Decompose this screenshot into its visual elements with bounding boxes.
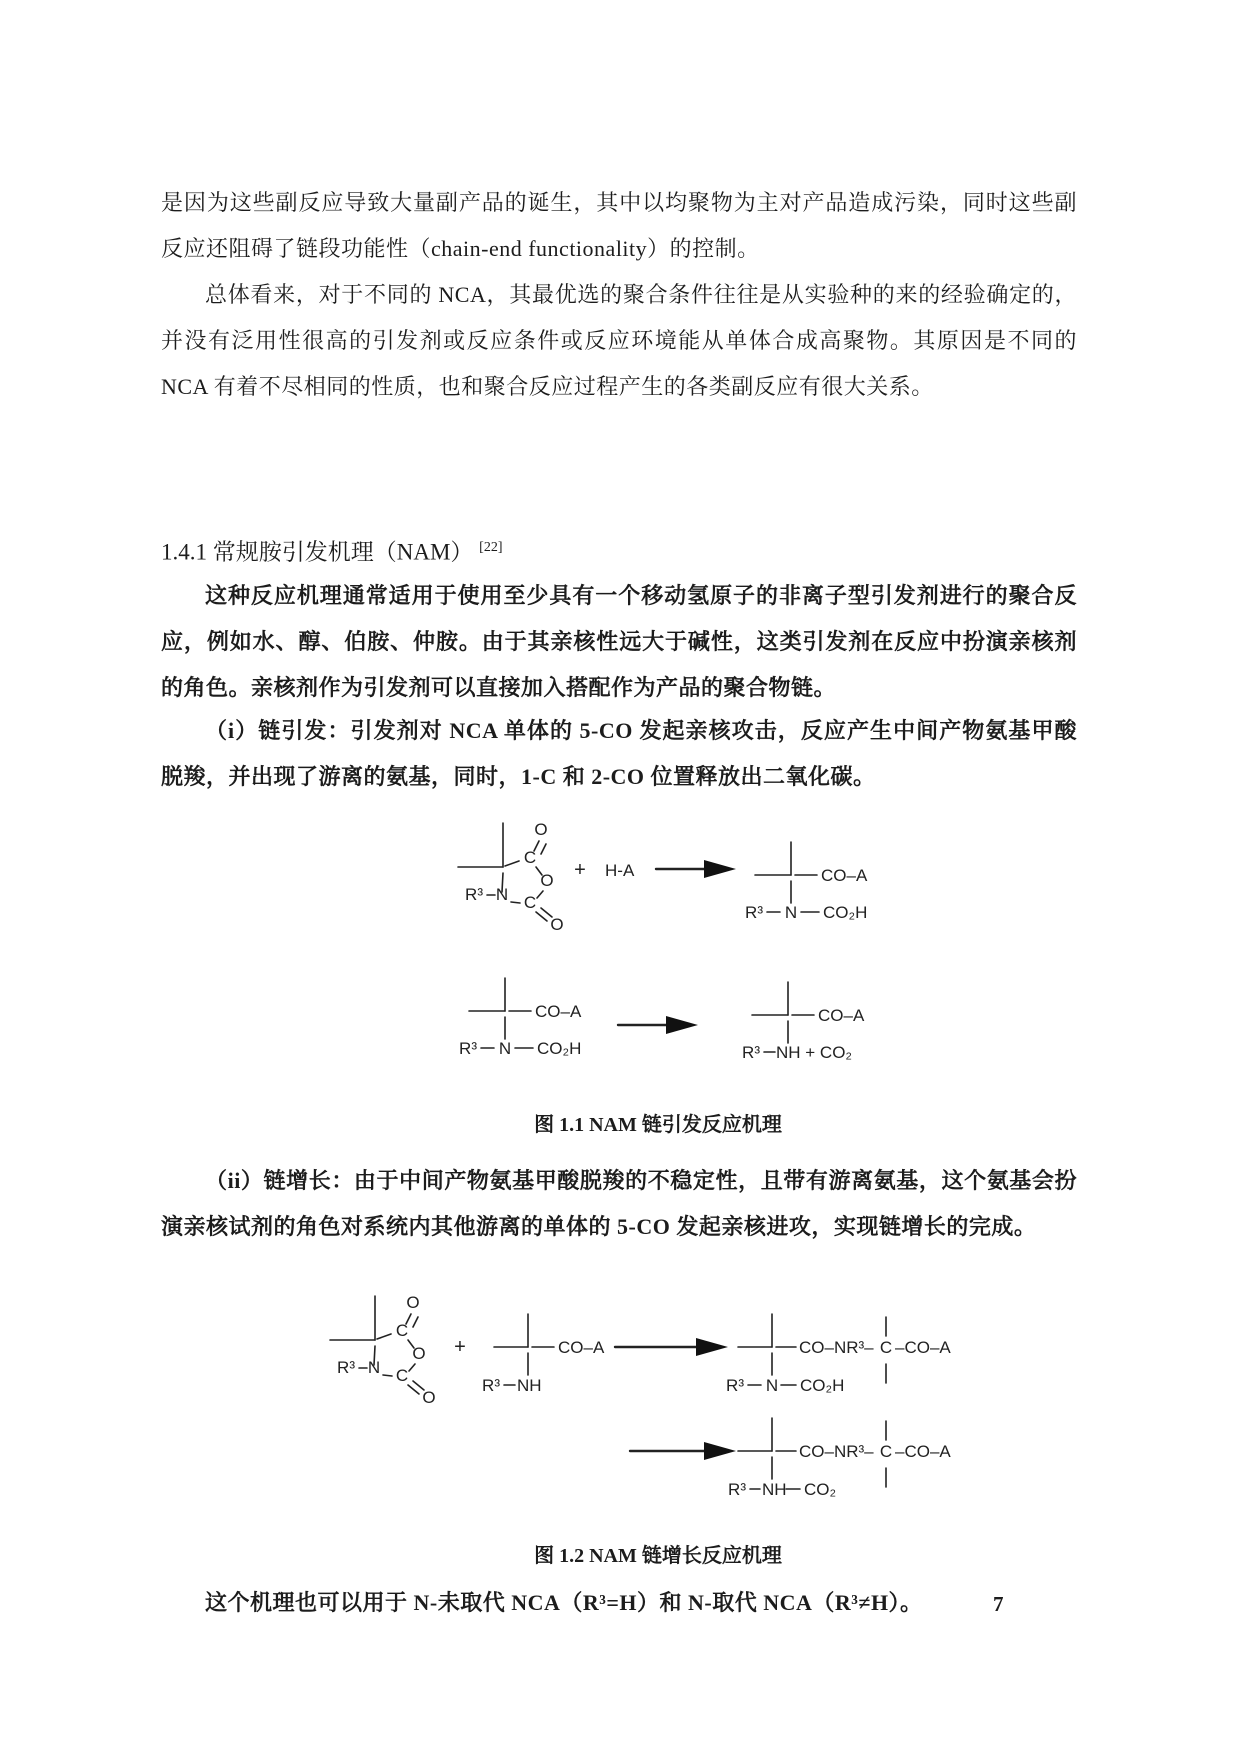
bond-line	[383, 1375, 392, 1376]
paragraph-5: （ii）链增长：由于中间产物氨基甲酸脱羧的不稳定性，且带有游离氨基，这个氨基会扮演亲核试剂的角色对系统内其他游离的单体的 5-CO 发起亲核进攻，实现链增长的完成。	[161, 1168, 1077, 1239]
bond-line	[413, 1317, 418, 1327]
substituent-label-r3: R³	[465, 885, 483, 904]
atom-label-c5: C	[523, 848, 537, 867]
group-label-co-a: CO–A	[558, 1338, 605, 1357]
substituent-label-r3: R³	[482, 1376, 500, 1395]
atom-label-n: N	[498, 1039, 512, 1058]
section-heading-text: 1.4.1 常规胺引发机理（NAM）	[161, 539, 474, 565]
group-label-nh: NH	[517, 1376, 542, 1395]
substituent-label-r3: R³	[728, 1480, 746, 1499]
nca-ring	[330, 1293, 436, 1407]
bond-line	[409, 1364, 415, 1371]
arrow-head	[704, 1442, 736, 1460]
propagation-product-final	[728, 1418, 951, 1499]
citation-ref: [22]	[479, 540, 503, 555]
nca-ring	[458, 820, 564, 934]
paragraph-6: 这个机理也可以用于 N-未取代 NCA（R³=H）和 N-取代 NCA（R³≠H）。	[205, 1590, 923, 1615]
arrow-head	[696, 1338, 728, 1356]
atom-label-c: C	[879, 1442, 893, 1461]
group-label-co-a: CO–A	[535, 1002, 582, 1021]
plus-sign: +	[454, 1336, 466, 1358]
bond-line	[541, 844, 546, 854]
atom-label-c2: C	[523, 893, 537, 912]
reaction-arrow	[630, 1442, 736, 1460]
arrow-head	[666, 1016, 698, 1034]
bond-line	[408, 1385, 419, 1394]
bond-line	[537, 891, 543, 898]
reaction-arrow	[618, 1016, 698, 1034]
group-label-co-a: –CO–A	[895, 1338, 951, 1357]
group-label-nh: NH	[762, 1480, 787, 1499]
atom-label-ring-o: O	[412, 1344, 426, 1363]
group-label-co-nr3: CO–NR³–	[799, 1442, 874, 1461]
reagent-ha-label: H-A	[605, 861, 635, 880]
carbamic-acid-intermediate	[459, 978, 582, 1058]
amine-chain-reactant	[482, 1314, 605, 1395]
atom-label-n: N	[367, 1358, 381, 1377]
atom-label-n: N	[784, 903, 798, 922]
group-label-nh-co2: NH + CO₂	[776, 1043, 853, 1062]
group-label-co2h: CO₂H	[537, 1039, 582, 1058]
group-label-co-nr3: CO–NR³–	[799, 1338, 874, 1357]
atom-label-c5: C	[395, 1321, 409, 1340]
page-number: 7	[993, 1592, 1004, 1616]
substituent-label-r3: R³	[459, 1039, 477, 1058]
atom-label-o: O	[534, 820, 548, 839]
substituent-label-r3: R³	[742, 1043, 760, 1062]
reaction-arrow	[656, 860, 736, 878]
group-label-co-a: –CO–A	[895, 1442, 951, 1461]
substituent-label-r3: R³	[726, 1376, 744, 1395]
atom-label-c: C	[879, 1338, 893, 1357]
atom-label-o: O	[422, 1388, 436, 1407]
atom-label-ring-o: O	[540, 871, 554, 890]
arrow-head	[704, 860, 736, 878]
bond-line	[505, 861, 519, 866]
group-label-co2h: CO₂H	[800, 1376, 845, 1395]
figure-caption-1-2: 图 1.2 NAM 链增长反应机理	[534, 1545, 782, 1567]
substituent-label-r3: R³	[337, 1358, 355, 1377]
scheme-figure-1-1	[400, 735, 880, 1085]
scheme-figure-1-2	[300, 1285, 1020, 1520]
reaction-arrow	[615, 1338, 728, 1356]
propagation-product-carbamic	[726, 1314, 951, 1395]
substituent-label-r3: R³	[745, 903, 763, 922]
bond-line	[536, 912, 547, 921]
group-label-co-a: CO–A	[821, 866, 868, 885]
paragraph-1: 是因为这些副反应导致大量副产品的诞生，其中以均聚物为主对产品造成污染，同时这些副反应还阻碍了链段功能性（chain-end functionality）的控制。	[161, 190, 1077, 261]
atom-label-o: O	[550, 915, 564, 934]
bond-line	[511, 902, 520, 903]
atom-label-n: N	[495, 885, 509, 904]
plus-sign: +	[574, 859, 586, 881]
group-label-co2: CO₂	[804, 1480, 837, 1499]
paragraph-2: 总体看来，对于不同的 NCA，其最优选的聚合条件往往是从实验种的来的经验确定的，并没有泛用性很高的引发剂或反应条件或反应环境能从单体合成高聚物。其原因是不同的 NCA 有着不尽相同的性质，也和聚合反应过程产生的各类副反应有很大关系。	[161, 282, 1077, 399]
paragraph-4: （i）链引发：引发剂对 NCA 单体的 5-CO 发起亲核攻击，反应产生中间产物氨基甲酸脱羧，并出现了游离的氨基，同时，1-C 和 2-CO 位置释放出二氧化碳。	[161, 718, 1077, 789]
group-label-co-a: CO–A	[818, 1006, 865, 1025]
paragraph-3: 这种反应机理通常适用于使用至少具有一个移动氢原子的非离子型引发剂进行的聚合反应，例如水、醇、伯胺、仲胺。由于其亲核性远大于碱性，这类引发剂在反应中扮演亲核剂的角色。亲核剂作为引发剂可以直接加入搭配作为产品的聚合物链。	[161, 583, 1077, 700]
atom-label-c2: C	[395, 1366, 409, 1385]
atom-label-o: O	[406, 1293, 420, 1312]
bond-line	[377, 1334, 391, 1339]
section-heading	[161, 528, 1077, 573]
amine-product	[742, 982, 865, 1062]
group-label-co2h: CO₂H	[823, 903, 868, 922]
atom-label-n: N	[765, 1376, 779, 1395]
figure-caption-1-1: 图 1.1 NAM 链引发反应机理	[534, 1114, 782, 1136]
carbamic-acid-product	[745, 842, 868, 922]
